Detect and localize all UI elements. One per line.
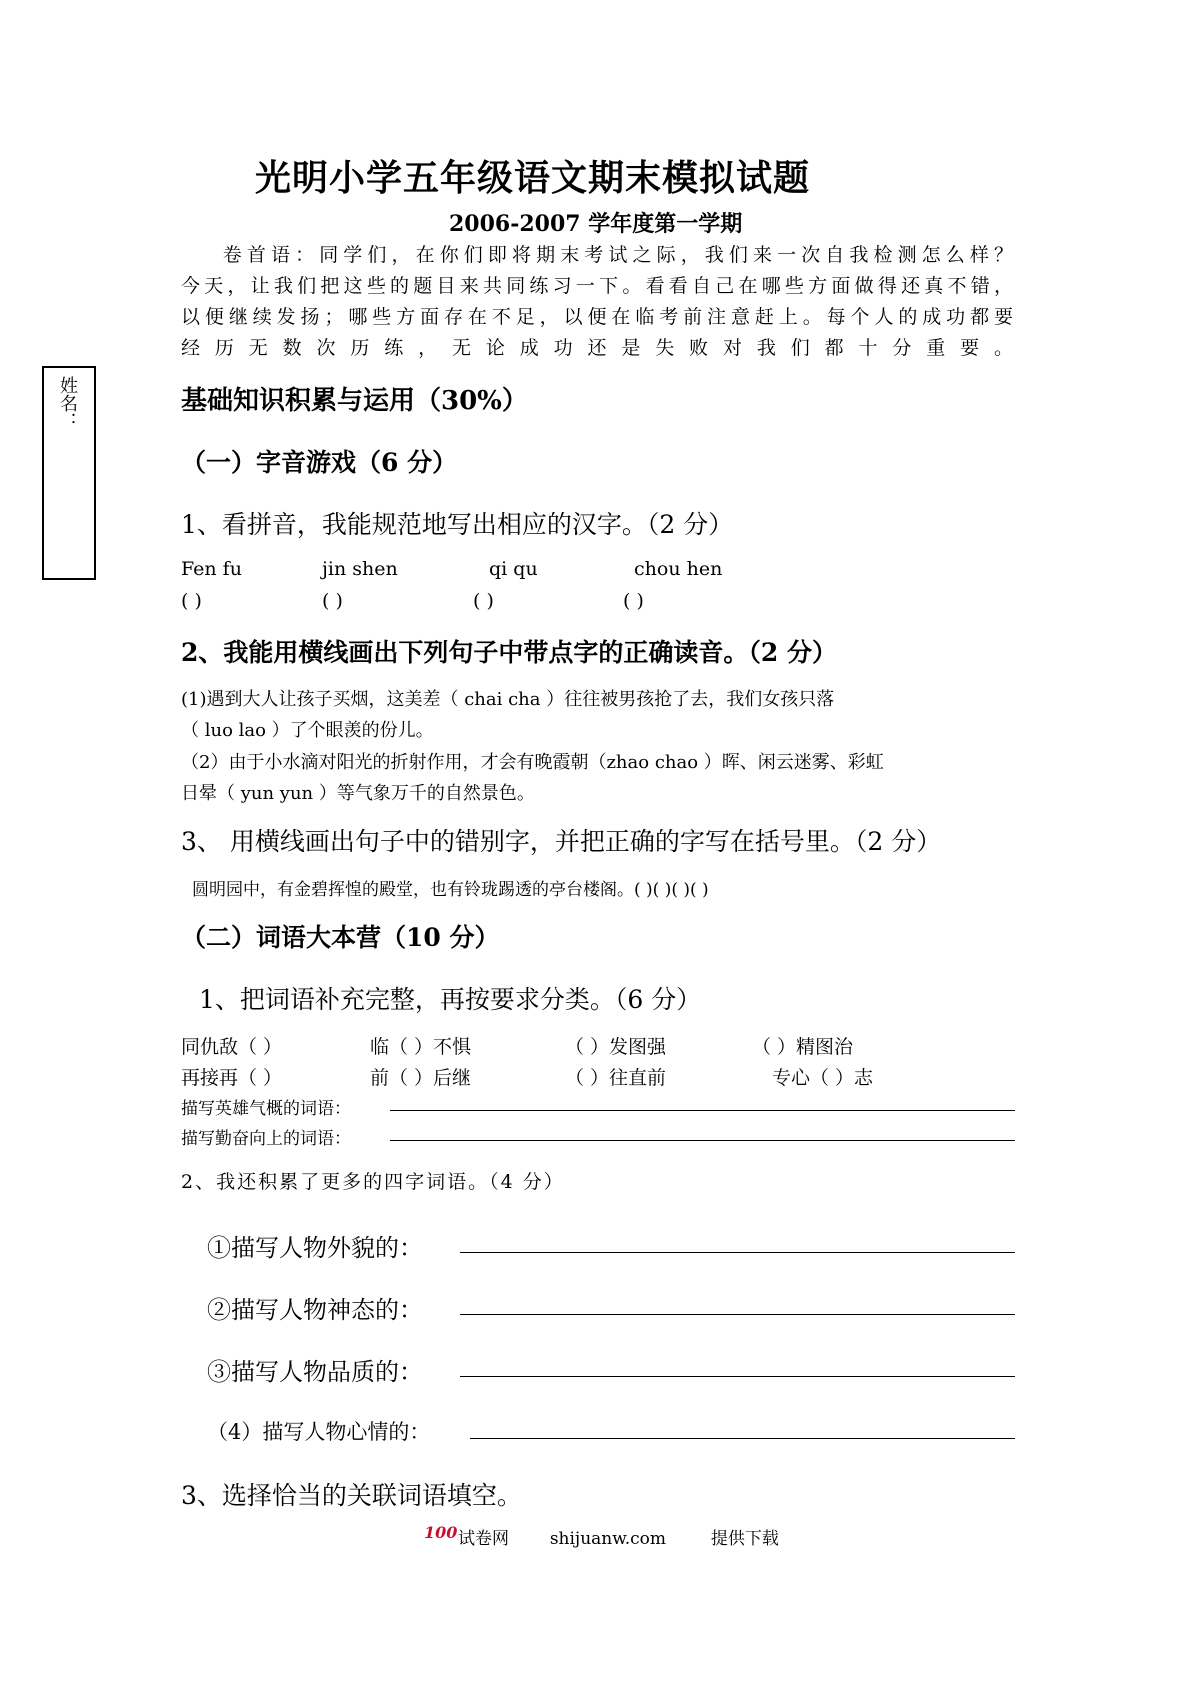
pinyin-4: chou hen <box>634 558 723 580</box>
intro-line: 今天，让我们把这些的题目来共同练习一下。看看自己在哪些方面做得还真不错， <box>181 275 1015 297</box>
answer-blank[interactable]: ( ) <box>322 590 343 612</box>
site-logo: 100 <box>424 1523 458 1542</box>
exam-title: 光明小学五年级语文期末模拟试题 <box>255 157 811 199</box>
intro-line: 经历无数次历练，无论成功还是失败对我们都十分重要。 <box>181 337 1015 359</box>
answer-blank[interactable]: ( ) <box>181 590 202 612</box>
question-3-title: 3、 用横线画出句子中的错别字，并把正确的字写在括号里。（2 分） <box>181 827 942 856</box>
answer-line[interactable] <box>460 1252 1015 1253</box>
category-label-heroic: 描写英雄气概的词语： <box>181 1099 351 1119</box>
idiom-blank[interactable]: 专心（ ）志 <box>772 1067 874 1089</box>
q2-sentence-line: (1)遇到大人让孩子买烟，这美差（ chai cha ）往往被男孩抢了去，我们女孩只落 <box>181 689 835 710</box>
answer-line[interactable] <box>470 1438 1015 1439</box>
part2-heading: （二）词语大本营（10 分） <box>181 923 500 952</box>
answer-line[interactable] <box>460 1314 1015 1315</box>
idiom-blank[interactable]: 同仇敌（ ） <box>181 1036 283 1058</box>
idiom-blank[interactable]: （ ）精图治 <box>752 1036 854 1058</box>
q2-sentence-line: （2）由于小水滴对阳光的折射作用，才会有晚霞朝（zhao chao ）晖、闲云迷雾、彩虹 <box>181 752 884 773</box>
answer-line[interactable] <box>390 1110 1015 1111</box>
question-2-title-text: 2、我能用横线画出下列句子中带点字的正确读音。（2 分） <box>181 638 837 667</box>
footer-text <box>458 1524 779 1549</box>
idiom-blank[interactable]: （ ）往直前 <box>565 1067 667 1089</box>
pinyin-1: Fen fu <box>181 558 242 580</box>
student-name-box <box>42 366 96 580</box>
idiom-blank[interactable]: 再接再（ ） <box>181 1067 283 1089</box>
q2-sentence-line: （ luo lao ）了个眼羡的份儿。 <box>181 720 434 741</box>
category-label-diligent: 描写勤奋向上的词语： <box>181 1129 351 1149</box>
idiom-blank[interactable]: 前（ ）后继 <box>370 1067 472 1089</box>
footer-site-name: 试卷网 <box>458 1529 509 1549</box>
pinyin-2: jin shen <box>322 558 398 580</box>
answer-line[interactable] <box>460 1376 1015 1377</box>
section-heading: 基础知识积累与运用（30%） <box>181 386 528 416</box>
idiom-blank[interactable]: 临（ ）不惧 <box>370 1036 472 1058</box>
intro-paragraph <box>181 240 1015 364</box>
footer-note: 提供下载 <box>710 1529 779 1549</box>
idiom-blank[interactable]: （ ）发图强 <box>565 1036 667 1058</box>
answer-blank[interactable]: ( ) <box>473 590 494 612</box>
answer-blank[interactable]: ( ) <box>623 590 644 612</box>
intro-line: 以便继续发扬；哪些方面存在不足，以便在临考前注意赶上。每个人的成功都要 <box>181 306 1015 328</box>
four-char-item-appearance: ①描写人物外貌的： <box>207 1234 423 1262</box>
exam-subtitle: 2006-2007 学年度第一学期 <box>449 211 743 237</box>
part2-question-2-title: 2、我还积累了更多的四字词语。（4 分） <box>181 1171 565 1193</box>
q3-sentence: 圆明园中，有金碧挥惶的殿堂，也有铃珑踢透的亭台楼阁。( )( )( )( ) <box>192 880 709 900</box>
intro-line: 卷首语：同学们，在你们即将期末考试之际，我们来一次自我检测怎么样？ <box>222 244 1015 266</box>
question-2-title <box>181 633 837 669</box>
part1-heading: （一）字音游戏（6 分） <box>181 448 458 477</box>
question-1-title: 1、看拼音，我能规范地写出相应的汉字。（2 分） <box>181 510 734 539</box>
answer-line[interactable] <box>390 1140 1015 1141</box>
pinyin-3: qi qu <box>489 558 538 580</box>
q2-sentence-line: 日晕（ yun yun ）等气象万千的自然景色。 <box>181 783 535 804</box>
four-char-item-character: ③描写人物品质的： <box>207 1358 423 1386</box>
student-name-label: 姓名： <box>57 376 78 430</box>
footer-domain[interactable]: shijuanw.com <box>549 1529 667 1549</box>
four-char-item-expression: ②描写人物神态的： <box>207 1296 423 1324</box>
part2-question-3-title: 3、选择恰当的关联词语填空。 <box>181 1481 522 1510</box>
part2-question-1-title: 1、把词语补充完整，再按要求分类。（6 分） <box>199 985 702 1014</box>
four-char-item-mood: （4）描写人物心情的： <box>207 1420 431 1444</box>
